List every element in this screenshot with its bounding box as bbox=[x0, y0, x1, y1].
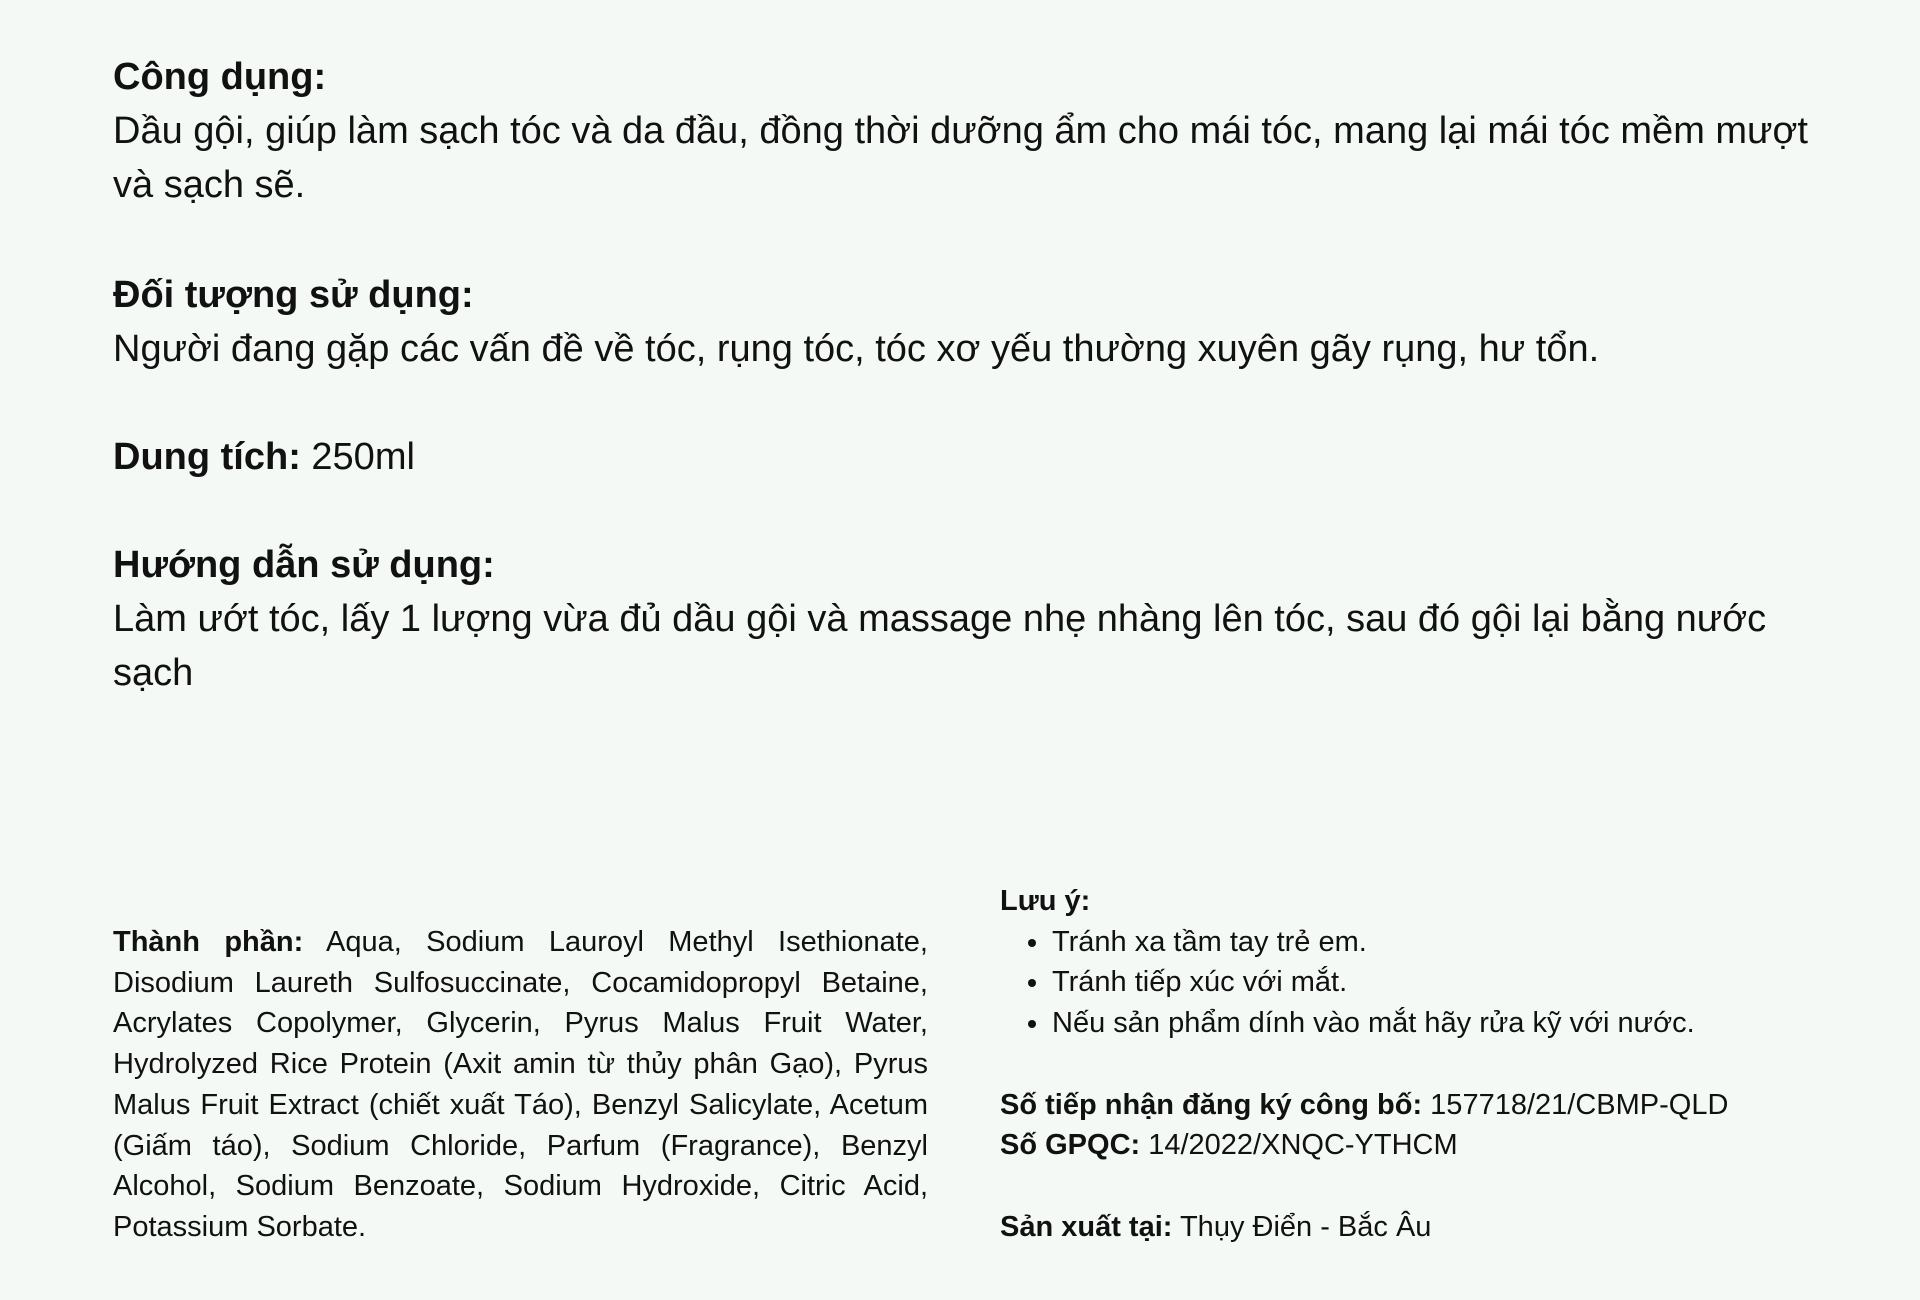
registration-line bbox=[1000, 1085, 1820, 1126]
volume-label: Dung tích: bbox=[113, 436, 301, 478]
target-heading: Đối tượng sử dụng: bbox=[113, 274, 474, 316]
ingredients-block bbox=[113, 922, 928, 1248]
origin-value: Thụy Điển - Bắc Âu bbox=[1172, 1210, 1432, 1243]
usage-text: Dầu gội, giúp làm sạch tóc và da đầu, đồng thời dưỡng ẩm cho mái tóc, mang lại mái tóc mềm mượt và sạch sẽ. bbox=[113, 110, 1808, 206]
guide-text: Làm ướt tóc, lấy 1 lượng vừa đủ dầu gội và massage nhẹ nhàng lên tóc, sau đó gội lại bằng nước sạch bbox=[113, 598, 1767, 694]
list-item: Tránh xa tầm tay trẻ em. bbox=[1052, 922, 1820, 963]
origin-label: Sản xuất tại: bbox=[1000, 1210, 1173, 1243]
gpqc-label: Số GPQC: bbox=[1000, 1129, 1141, 1162]
notes-label: Lưu ý: bbox=[1000, 885, 1091, 917]
guide-heading: Hướng dẫn sử dụng: bbox=[113, 544, 495, 586]
list-item: Nếu sản phẩm dính vào mắt hãy rửa kỹ với nước. bbox=[1052, 1003, 1820, 1044]
origin-line bbox=[1000, 1207, 1820, 1248]
volume-value: 250ml bbox=[300, 436, 415, 478]
target-text: Người đang gặp các vấn đề về tóc, rụng tóc, tóc xơ yếu thường xuyên gãy rụng, hư tổn. bbox=[113, 328, 1600, 370]
notes-block bbox=[1000, 881, 1820, 1247]
usage-heading: Công dụng: bbox=[113, 56, 327, 98]
usage-section bbox=[113, 50, 1813, 212]
notes-list bbox=[1000, 922, 1820, 1044]
registration-value: 157718/21/CBMP-QLD bbox=[1422, 1088, 1729, 1121]
gpqc-line bbox=[1000, 1125, 1820, 1166]
list-item: Tránh tiếp xúc với mắt. bbox=[1052, 962, 1820, 1003]
ingredients-label: Thành phần: bbox=[113, 926, 304, 958]
volume-section bbox=[113, 430, 1813, 484]
ingredients-text: Aqua, Sodium Lauroyl Methyl Isethionate, Disodium Laureth Sulfosuccinate, Cocamidopropyl Betaine, Acrylates Copolymer, Glycerin, Pyrus Malus Fruit Water, Hydrolyzed Rice Protein (Axit amin từ thủy phân Gạo), Pyrus Malus Fruit Extract (chiết xuất Táo), Benzyl Salicylate, Acetum (Giấm táo), Sodium Chloride, Parfum (Fragrance), Benzyl Alcohol, Sodium Benzoate, Sodium Hydroxide, Citric Acid, Potassium Sorbate. bbox=[113, 926, 928, 1243]
gpqc-value: 14/2022/XNQC-YTHCM bbox=[1140, 1129, 1458, 1162]
target-section bbox=[113, 268, 1813, 376]
guide-section bbox=[113, 538, 1813, 700]
registration-label: Số tiếp nhận đăng ký công bố: bbox=[1000, 1088, 1423, 1121]
